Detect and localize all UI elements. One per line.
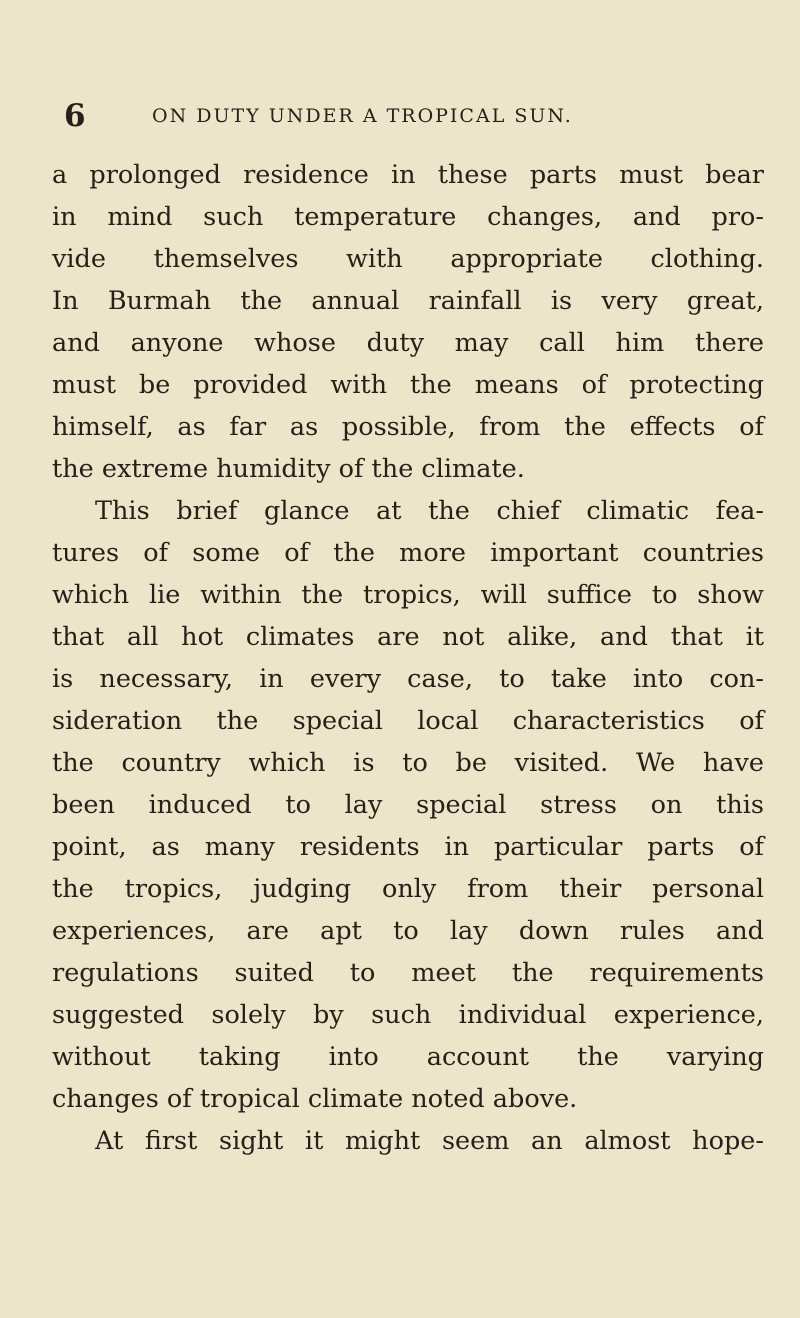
text-line: vide themselves with appropriate clothing. (52, 244, 764, 274)
text-line: tures of some of the more important countries (52, 538, 764, 568)
text-line: been induced to lay special stress on this (52, 790, 764, 820)
text-line: must be provided with the means of protecting (52, 370, 764, 400)
running-head (52, 96, 752, 136)
text-line: a prolonged residence in these parts must bear (52, 160, 764, 190)
paragraph-end-line: changes of tropical climate noted above. (52, 1084, 578, 1114)
text-line: which lie within the tropics, will suffice to show (52, 580, 764, 610)
paragraph-end-line: the extreme humidity of the climate. (52, 454, 525, 484)
page-number: 6 (64, 98, 86, 134)
running-title: ON DUTY UNDER A TROPICAL SUN. (152, 105, 573, 127)
paragraph-start-line: At first sight it might seem an almost hope- (95, 1126, 764, 1156)
text-line: suggested solely by such individual experience, (52, 1000, 764, 1030)
paragraph-start-line: This brief glance at the chief climatic fea- (95, 496, 764, 526)
text-line: in mind such temperature changes, and pro- (52, 202, 764, 232)
text-line: point, as many residents in particular parts of (52, 832, 764, 862)
text-line: the country which is to be visited. We have (52, 748, 764, 778)
text-line: himself, as far as possible, from the effects of (52, 412, 764, 442)
text-line: is necessary, in every case, to take into con- (52, 664, 764, 694)
body-text (52, 154, 764, 1162)
text-line: In Burmah the annual rainfall is very great, (52, 286, 764, 316)
text-line: that all hot climates are not alike, and that it (52, 622, 764, 652)
text-line: and anyone whose duty may call him there (52, 328, 764, 358)
text-line: regulations suited to meet the requirements (52, 958, 764, 988)
text-line: the tropics, judging only from their personal (52, 874, 764, 904)
text-line: experiences, are apt to lay down rules and (52, 916, 764, 946)
text-line: sideration the special local characteristics of (52, 706, 764, 736)
text-line: without taking into account the varying (52, 1042, 764, 1072)
